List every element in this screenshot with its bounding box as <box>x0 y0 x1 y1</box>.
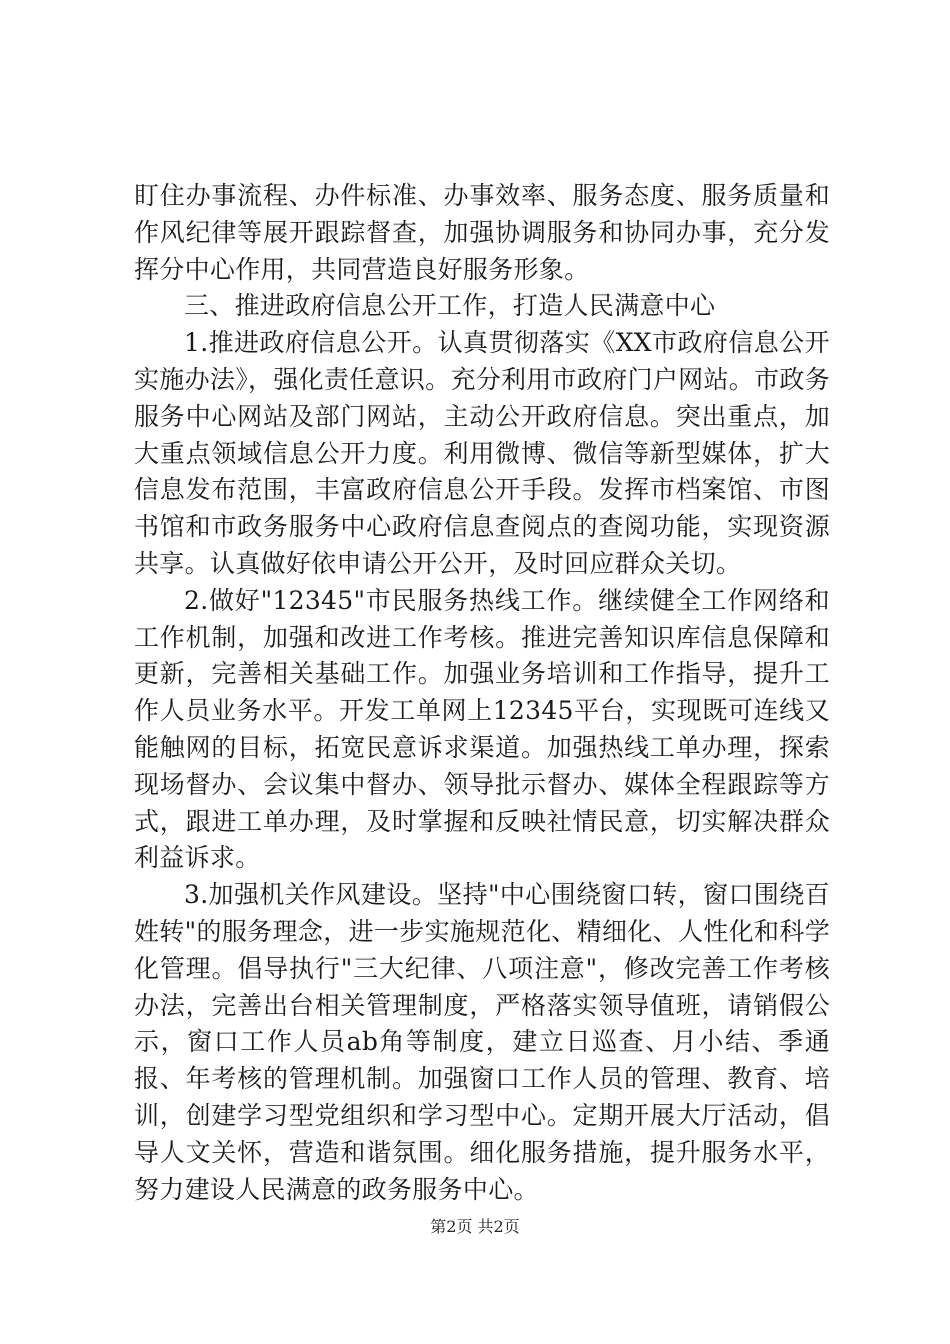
page-number-footer: 第2页 共2页 <box>430 1217 520 1236</box>
paragraph-item-3: 3.加强机关作风建设。坚持"中心围绕窗口转，窗口围绕百姓转"的服务理念，进一步实施规范化、精细化、人性化和科学化管理。倡导执行"三大纪律、八项注意"，修改完善工作考核办法，完善出台相关管理制度，严格落实领导值班，请销假公示，窗口工作人员ab角等制度，建立日巡查、月小结、季通报、年考核的管理机制。加强窗口工作人员的管理、教育、培训，创建学习型党组织和学习型中心。定期开展大厅活动，倡导人文关怀，营造和谐氛围。细化服务措施，提升服务水平，努力建设人民满意的政务服务中心。 <box>134 880 830 1204</box>
document-body <box>134 178 830 1208</box>
section-heading: 三、推进政府信息公开工作，打造人民满意中心 <box>184 291 716 321</box>
paragraph-item-2: 2.做好"12345"市民服务热线工作。继续健全工作网络和工作机制，加强和改进工作考核。推进完善知识库信息保障和更新，完善相关基础工作。加强业务培训和工作指导，提升工作人员业务水平。开发工单网上12345平台，实现既可连线又能触网的目标，拓宽民意诉求渠道。加强热线工单办理，探索现场督办、会议集中督办、领导批示督办、媒体全程跟踪等方式，跟进工单办理，及时掌握和反映社情民意，切实解决群众利益诉求。 <box>134 585 830 873</box>
paragraph-continuation: 盯住办事流程、办件标准、办事效率、服务态度、服务质量和作风纪律等展开跟踪督查，加强协调服务和协同办事，充分发挥分中心作用，共同营造良好服务形象。 <box>134 181 830 284</box>
paragraph-item-1: 1.推进政府信息公开。认真贯彻落实《XX市政府信息公开实施办法》，强化责任意识。充分利用市政府门户网站。市政务服务中心网站及部门网站，主动公开政府信息。突出重点，加大重点领域信息公开力度。利用微博、微信等新型媒体，扩大信息发布范围，丰富政府信息公开手段。发挥市档案馆、市图书馆和市政务服务中心政府信息查阅点的查阅功能，实现资源共享。认真做好依申请公开公开，及时回应群众关切。 <box>134 328 830 578</box>
